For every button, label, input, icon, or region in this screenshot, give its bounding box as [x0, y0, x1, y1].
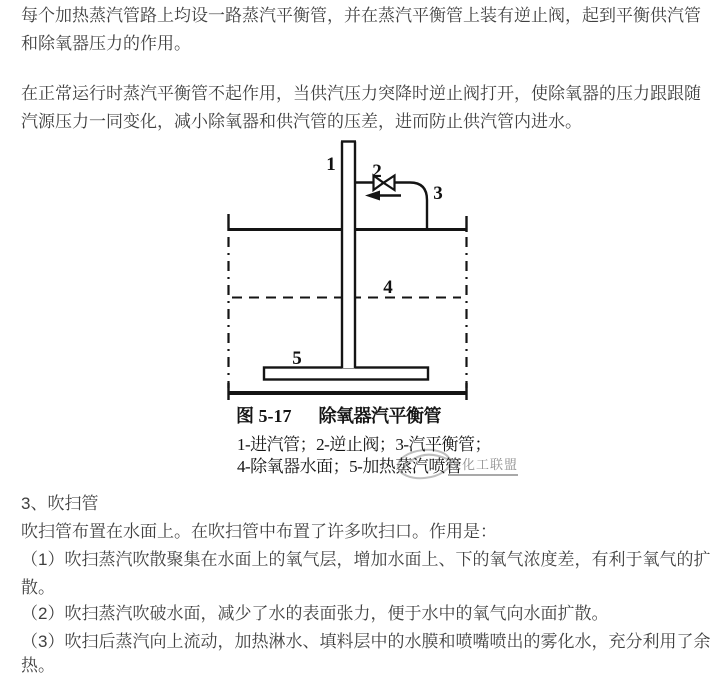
figure-label-2: 2: [372, 161, 382, 182]
list-item3-line2: 热。: [21, 656, 55, 675]
paragraph1-line1: 每个加热蒸汽管路上均设一路蒸汽平衡管，并在蒸汽平衡管上装有逆止阀，起到平衡供汽管: [21, 6, 701, 25]
steam-inlet-pipe: [341, 142, 356, 369]
figure-label-4: 4: [383, 277, 393, 298]
figure-legend-line1: 1-进汽管；2-逆止阀；3-汽平衡管；: [237, 435, 491, 454]
figure-caption: [236, 404, 441, 428]
list-item2-line1: （2）吹扫蒸汽吹破水面，减少了水的表面张力，便于水中的氧气向水面扩散。: [21, 604, 609, 623]
figure-label-3: 3: [433, 183, 443, 204]
list-item1-line2: 散。: [21, 578, 55, 597]
figure-label-1: 1: [326, 154, 336, 175]
paragraph2-line2: 汽源压力一同变化，减小除氧器和供汽管的压差，进而防止供汽管内进水。: [21, 112, 582, 131]
figure-legend-line2: 4-除氧器水面；5-加热蒸汽喷管: [237, 457, 462, 476]
balance-pipe-line: [355, 183, 427, 229]
section-intro: 吹扫管布置在水面上。在吹扫管中布置了许多吹扫口。作用是：: [21, 522, 497, 541]
list-item3-line1: （3）吹扫后蒸汽向上流动，加热淋水、填料层中的水膜和喷嘴喷出的雾化水，充分利用了余: [21, 632, 711, 651]
list-item1-line1: （1）吹扫蒸汽吹散聚集在水面上的氧气层，增加水面上、下的氧气浓度差，有利于氧气的扩: [21, 550, 711, 569]
section-heading: 3、吹扫管: [21, 494, 99, 513]
figure-caption-number: 图 5-17: [236, 406, 292, 426]
figure-label-5: 5: [292, 348, 302, 369]
paragraph2-line1: 在正常运行时蒸汽平衡管不起作用，当供汽压力突降时逆止阀打开，使除氧器的压力跟跟随: [21, 84, 701, 103]
heating-steam-pipe-plate: [264, 368, 428, 380]
watermark-text: 煤化工联盟: [448, 457, 518, 476]
figure-caption-title: 除氧器汽平衡管: [318, 406, 441, 426]
paragraph1-line2: 和除氧器压力的作用。: [21, 34, 191, 53]
tank-bottom-line: [228, 383, 467, 400]
